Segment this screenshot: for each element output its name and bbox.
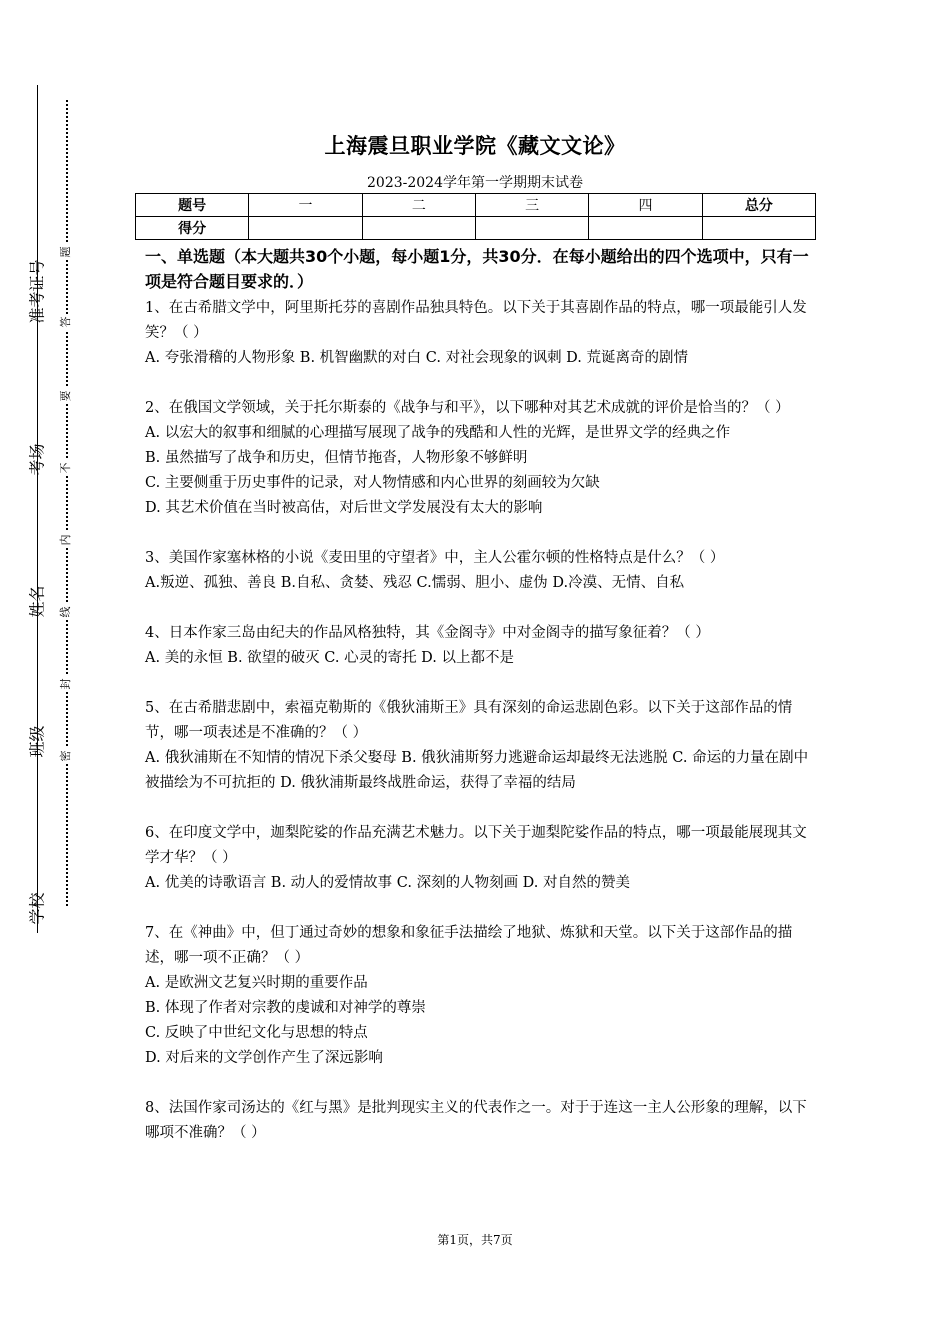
- seal-char: 线: [58, 604, 74, 620]
- class-field-label: 班级: [27, 725, 47, 758]
- question-6: [145, 821, 810, 896]
- question-7: [145, 921, 810, 1071]
- question-stem: 5、在古希腊悲剧中，索福克勒斯的《俄狄浦斯王》具有深刻的命运悲剧色彩。以下关于这部作品的情节，哪一项表述是不准确的？（ ）: [145, 700, 793, 741]
- seal-char: 密: [58, 748, 74, 764]
- exam-subtitle: 2023-2024学年第一学期期末试卷: [367, 175, 583, 191]
- question-stem: 4、日本作家三岛由纪夫的作品风格独特，其《金阁寺》中对金阁寺的描写象征着？（ ）: [145, 625, 710, 641]
- seal-char: 不: [58, 460, 74, 476]
- seal-dotted-line: [66, 100, 68, 906]
- section-heading: 一、单选题（本大题共30个小题，每小题1分，共30分．在每小题给出的四个选项中，只有一项是符合题目要求的．）: [145, 247, 809, 291]
- score-row-label: 得分: [136, 217, 249, 240]
- score-table-header: 题号: [136, 194, 249, 217]
- exam-number-field-label: 准考证号: [27, 259, 47, 324]
- score-cell: [362, 217, 475, 240]
- score-table-header: 三: [475, 194, 588, 217]
- question-5: [145, 696, 810, 796]
- question-stem: 6、在印度文学中，迦梨陀娑的作品充满艺术魅力。以下关于迦梨陀娑作品的特点，哪一项最能展现其文学才华？（ ）: [145, 825, 807, 866]
- score-cell: [475, 217, 588, 240]
- question-stem: 1、在古希腊文学中，阿里斯托芬的喜剧作品独具特色。以下关于其喜剧作品的特点，哪一项最能引人发笑？（ ）: [145, 300, 807, 341]
- exam-title: 上海震旦职业学院《藏文文论》: [324, 134, 626, 158]
- seal-char: 封: [58, 676, 74, 692]
- school-field-label: 学校: [27, 892, 47, 925]
- question-option: A. 是欧洲文艺复兴时期的重要作品: [145, 975, 368, 991]
- question-stem: 8、法国作家司汤达的《红与黑》是批判现实主义的代表作之一。对于于连这一主人公形象的理解，以下哪项不准确？（ ）: [145, 1100, 807, 1141]
- score-table-header: 二: [362, 194, 475, 217]
- question-option: A. 优美的诗歌语言 B. 动人的爱情故事 C. 深刻的人物刻画 D. 对自然的赞美: [145, 875, 631, 891]
- seal-char: 答: [58, 314, 74, 330]
- question-option: A.叛逆、孤独、善良 B.自私、贪婪、残忍 C.懦弱、胆小、虚伪 D.冷漠、无情、自私: [145, 575, 685, 591]
- question-3: [145, 546, 810, 596]
- question-stem: 2、在俄国文学领域，关于托尔斯泰的《战争与和平》，以下哪种对其艺术成就的评价是恰当的？（ ）: [145, 400, 790, 416]
- seal-char: 内: [58, 532, 74, 548]
- question-stem: 3、美国作家塞林格的小说《麦田里的守望者》中，主人公霍尔顿的性格特点是什么？（ ）: [145, 550, 725, 566]
- question-option: C. 主要侧重于历史事件的记录，对人物情感和内心世界的刻画较为欠缺: [145, 475, 600, 491]
- question-option: A. 以宏大的叙事和细腻的心理描写展现了战争的残酷和人性的光辉，是世界文学的经典之作: [145, 425, 731, 441]
- question-option: D. 其艺术价值在当时被高估，对后世文学发展没有太大的影响: [145, 500, 543, 516]
- question-1: [145, 296, 810, 371]
- score-cell: [249, 217, 362, 240]
- binding-margin-line: [37, 85, 38, 933]
- seal-char: 要: [58, 388, 74, 404]
- score-table-header: 一: [249, 194, 362, 217]
- page-footer: 第1页，共7页: [437, 1233, 513, 1247]
- question-option: A. 夸张滑稽的人物形象 B. 机智幽默的对白 C. 对社会现象的讽刺 D. 荒诞离奇的剧情: [145, 350, 689, 366]
- question-option: A. 美的永恒 B. 欲望的破灭 C. 心灵的寄托 D. 以上都不是: [145, 650, 515, 666]
- question-2: [145, 396, 810, 521]
- question-option: D. 对后来的文学创作产生了深远影响: [145, 1050, 383, 1066]
- exam-content: [145, 244, 810, 1146]
- name-field-label: 姓名: [27, 585, 47, 618]
- score-cell: [702, 217, 815, 240]
- question-option: C. 反映了中世纪文化与思想的特点: [145, 1025, 368, 1041]
- score-table-header: 四: [589, 194, 702, 217]
- score-table-header: 总分: [702, 194, 815, 217]
- question-option: B. 虽然描写了战争和历史，但情节拖沓，人物形象不够鲜明: [145, 450, 528, 466]
- score-table-score-row: [136, 217, 816, 240]
- score-cell: [589, 217, 702, 240]
- question-4: [145, 621, 810, 671]
- question-option: A. 俄狄浦斯在不知情的情况下杀父娶母 B. 俄狄浦斯努力逃避命运却最终无法逃脱 C. 命运的力量在剧中被描绘为不可抗拒的 D. 俄狄浦斯最终战胜命运，获得了幸福的结局: [145, 750, 809, 791]
- question-8: [145, 1096, 810, 1146]
- exam-room-field-label: 考场: [27, 443, 47, 476]
- seal-char: 题: [58, 244, 74, 260]
- question-option: B. 体现了作者对宗教的虔诚和对神学的尊崇: [145, 1000, 426, 1016]
- score-table: [135, 193, 816, 240]
- question-stem: 7、在《神曲》中，但丁通过奇妙的想象和象征手法描绘了地狱、炼狱和天堂。以下关于这部作品的描述，哪一项不正确？（ ）: [145, 925, 793, 966]
- score-table-header-row: [136, 194, 816, 217]
